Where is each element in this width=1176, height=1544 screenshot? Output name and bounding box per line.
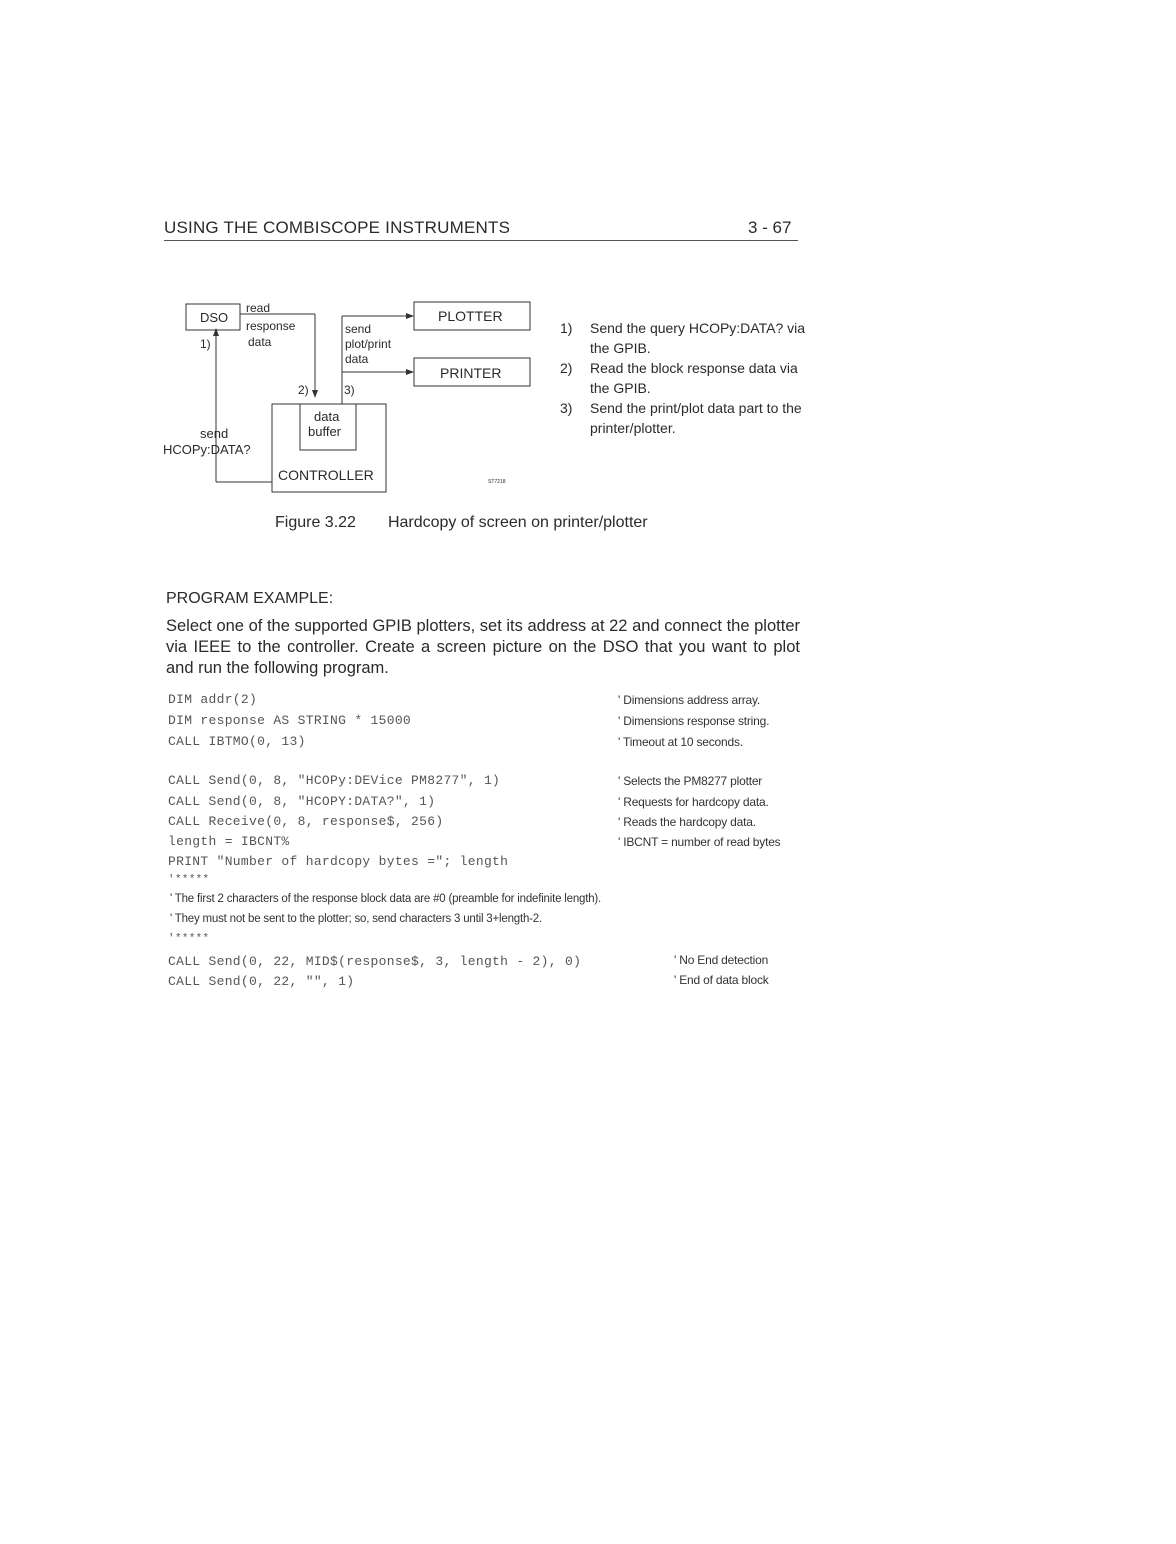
step-item — [560, 398, 810, 438]
step-number: 2) — [560, 360, 573, 376]
running-header-title: USING THE COMBISCOPE INSTRUMENTS — [164, 218, 511, 237]
code-comment: ' Requests for hardcopy data. — [618, 795, 769, 809]
code-line: CALL Send(0, 8, "HCOPY:DATA?", 1) — [168, 794, 436, 809]
code-comment: ' Dimensions address array. — [618, 693, 761, 707]
code-line: CALL Send(0, 22, "", 1) — [168, 974, 355, 989]
step-text: Read the block response data via the GPIB. — [590, 360, 798, 396]
step-list — [560, 318, 810, 438]
figure-label: Figure 3.22 — [275, 514, 356, 531]
code-line: CALL Receive(0, 8, response$, 256) — [168, 814, 444, 829]
code-line: length = IBCNT% — [168, 834, 290, 849]
data-label: data — [248, 335, 272, 349]
step-text: Send the query HCOPy:DATA? via the GPIB. — [590, 320, 806, 356]
code-comment: ' Reads the hardcopy data. — [618, 815, 756, 829]
code-line: DIM response AS STRING * 15000 — [168, 713, 412, 728]
hardcopy-diagram — [160, 292, 540, 496]
program-heading: PROGRAM EXAMPLE: — [166, 590, 334, 607]
code-comment: ' End of data block — [674, 973, 769, 987]
hcopy-label: HCOPy:DATA? — [163, 442, 251, 457]
figure-caption — [275, 514, 648, 532]
data-buffer-label-2: buffer — [308, 424, 342, 439]
figure-code: ST7218 — [488, 479, 506, 485]
step-text: Send the print/plot data part to the printer/plotter. — [590, 400, 802, 436]
step1-marker: 1) — [200, 337, 211, 351]
program-intro: Select one of the supported GPIB plotters, set its address at 22 and connect the plotter via IEEE to the controller. Create a screen picture on the DSO that you want to plot and run the following program. — [166, 617, 800, 677]
step2-marker: 2) — [298, 383, 309, 397]
printer-label: PRINTER — [440, 365, 502, 381]
plotprint-label: plot/print — [345, 337, 392, 351]
response-label: response — [246, 319, 296, 333]
code-note: ' They must not be sent to the plotter; so, send characters 3 until 3+length-2. — [170, 913, 542, 925]
send-label: send — [200, 426, 229, 441]
step-number: 3) — [560, 400, 573, 416]
plotter-label: PLOTTER — [438, 308, 503, 324]
figure-title: Hardcopy of screen on printer/plotter — [387, 514, 648, 531]
controller-label: CONTROLLER — [278, 467, 374, 483]
code-comment: ' No End detection — [674, 953, 769, 967]
code-line: DIM addr(2) — [168, 692, 258, 707]
code-comment: ' IBCNT = number of read bytes — [618, 835, 781, 849]
code-line: CALL Send(0, 8, "HCOPy:DEVice PM8277", 1) — [168, 773, 501, 788]
code-line: '***** — [168, 933, 210, 945]
code-line: CALL IBTMO(0, 13) — [168, 734, 306, 749]
dso-label: DSO — [200, 310, 229, 325]
step-item — [560, 358, 810, 398]
code-line: PRINT "Number of hardcopy bytes ="; length — [168, 854, 509, 869]
code-line: '***** — [168, 874, 210, 886]
data-right-label: data — [345, 352, 369, 366]
step3-marker: 3) — [344, 383, 355, 397]
code-note: ' The first 2 characters of the response block data are #0 (preamble for indefinite length). — [170, 893, 602, 905]
step-item — [560, 318, 810, 358]
code-line: CALL Send(0, 22, MID$(response$, 3, length - 2), 0) — [168, 954, 582, 969]
step-number: 1) — [560, 320, 573, 336]
code-comment: ' Dimensions response string. — [618, 714, 770, 728]
code-comment: ' Selects the PM8277 plotter — [618, 774, 763, 788]
header-rule — [164, 240, 798, 241]
page-number: 3 - 67 — [748, 218, 792, 237]
read-label: read — [246, 301, 271, 315]
data-buffer-label-1: data — [314, 409, 340, 424]
code-comment: ' Timeout at 10 seconds. — [618, 735, 743, 749]
send-right-label: send — [345, 322, 372, 336]
